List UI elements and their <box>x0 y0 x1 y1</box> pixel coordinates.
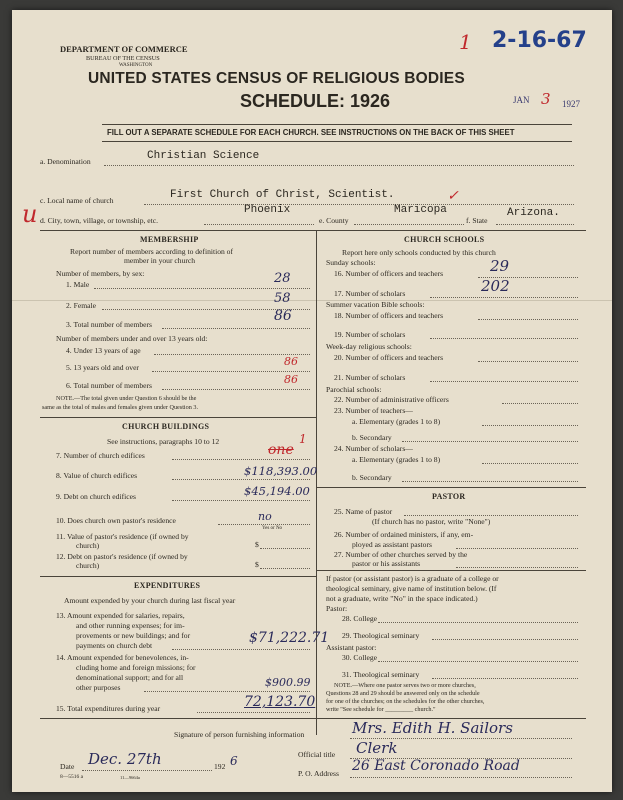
q27-answer-line <box>456 567 578 568</box>
local-name-value: First Church of Christ, Scientist. <box>170 189 395 201</box>
section-rule <box>40 230 586 231</box>
by-sex-label: Number of members, by sex: <box>56 269 145 278</box>
fold-crease <box>12 300 612 301</box>
official-title-value: Clerk <box>356 739 398 757</box>
q21-line <box>430 381 578 382</box>
city-name: WASHINGTON <box>119 63 153 68</box>
q9-line <box>172 500 310 501</box>
schools-title: CHURCH SCHOOLS <box>404 235 485 244</box>
state-value: Arizona. <box>507 207 560 219</box>
q29-label: 29. Theological seminary <box>342 631 420 640</box>
assistant-head: Assistant pastor: <box>326 643 377 652</box>
pastor-note3: for one of the churches; on the schedules for the other churches, <box>326 698 485 705</box>
buildings-title: CHURCH BUILDINGS <box>122 422 210 431</box>
city-label: d. City, town, village, or township, etc. <box>40 216 159 225</box>
q25-line <box>404 515 578 516</box>
grad-line1: If pastor (or assistant pastor) is a graduate of a college or <box>326 574 499 583</box>
age-head: Number of members under and over 13 years old: <box>56 334 208 343</box>
q28-label: 28. College <box>342 614 378 623</box>
total-members-value: 86 <box>274 308 292 324</box>
graduate-rule <box>316 570 586 571</box>
q10-value: no <box>258 510 272 523</box>
q18-line <box>478 319 578 320</box>
q13-line4: payments on church debt <box>76 641 153 650</box>
total6-line <box>162 389 310 390</box>
q28-line <box>378 622 578 623</box>
county-value: Maricopa <box>394 204 447 216</box>
year-suffix: 6 <box>230 754 238 768</box>
q31-label: 31. Theological seminary <box>342 670 420 679</box>
over13-value: 86 <box>284 355 298 368</box>
date-label: Date <box>60 762 75 771</box>
male-line <box>94 288 310 289</box>
q16-label: 16. Number of officers and teachers <box>334 269 444 278</box>
male-value: 28 <box>274 271 291 286</box>
q11-label2: church) <box>76 541 100 550</box>
q20-label: 20. Number of officers and teachers <box>334 353 444 362</box>
q12-label: 12. Debt on pastor's residence (if owned by <box>56 552 188 561</box>
q24-label: 24. Number of scholars— <box>334 444 413 453</box>
address-line <box>350 777 572 778</box>
ref-code: 2-16-67 <box>492 28 587 53</box>
q24b-line <box>402 481 578 482</box>
grad-line2: theological seminary, give name of institution below. (If <box>326 584 497 593</box>
stamp-year: 1927 <box>562 99 580 109</box>
pastor-note4: write "See schedule for _________ church." <box>326 706 436 713</box>
q23a-line <box>482 425 578 426</box>
over13-line <box>152 371 310 372</box>
county-line <box>354 224 464 225</box>
bureau-name: BUREAU OF THE CENSUS <box>86 55 160 62</box>
dept-name: DEPARTMENT OF COMMERCE <box>60 44 188 54</box>
margin-mark: u <box>22 200 38 228</box>
q24a-label: a. Elementary (grades 1 to 8) <box>352 455 441 464</box>
male-label: 1. Male <box>66 280 90 289</box>
q14-answer-line <box>144 691 310 692</box>
pastor-rule <box>316 487 586 488</box>
q25-label: 25. Name of pastor <box>334 507 393 516</box>
q12-line <box>260 568 310 569</box>
q26-line2: ployed as assistant pastors <box>352 540 432 549</box>
q29-line <box>432 639 578 640</box>
q11-label: 11. Value of pastor's residence (if owned by <box>56 532 189 541</box>
q14-value: $900.99 <box>265 676 311 689</box>
q14-line4: other purposes <box>76 683 121 692</box>
official-title-label: Official title <box>298 750 336 759</box>
q15-value: 72,123.70 <box>244 694 316 710</box>
print-number: 11—9664a <box>120 775 140 780</box>
county-label: e. County <box>319 216 349 225</box>
female-label: 2. Female <box>66 301 96 310</box>
female-value: 58 <box>274 291 291 306</box>
column-divider <box>316 230 317 735</box>
q23a-label: a. Elementary (grades 1 to 8) <box>352 417 441 426</box>
state-line <box>496 224 574 225</box>
local-name-label: c. Local name of church <box>40 196 114 205</box>
q22-line <box>502 403 578 404</box>
q14-line3: denominational support; and for all <box>76 673 184 682</box>
q14-line1: 14. Amount expended for benevolences, in- <box>56 653 189 662</box>
pastor-head: Pastor: <box>326 604 348 613</box>
q31-line <box>432 678 578 679</box>
membership-sub2: member in your church <box>124 256 196 265</box>
instr-rule-bottom <box>102 141 572 142</box>
q25-hint: (If church has no pastor, write "None") <box>372 517 491 526</box>
date-value: Dec. 27th <box>88 750 162 768</box>
membership-note2: same as the total of males and females given under Question 3. <box>42 404 199 411</box>
q7-line <box>172 459 310 460</box>
form-number: 8—5516 a <box>60 774 84 780</box>
q13-answer-line <box>172 649 310 650</box>
q13-line3: provements or new buildings; and for <box>76 631 191 640</box>
stamp-month: JAN <box>513 95 530 105</box>
q27-line2: pastor or his assistants <box>352 559 421 568</box>
q26-answer-line <box>456 548 578 549</box>
q18-label: 18. Number of officers and teachers <box>334 311 444 320</box>
form-title: UNITED STATES CENSUS OF RELIGIOUS BODIES <box>88 70 465 87</box>
q19-label: 19. Number of scholars <box>334 330 406 339</box>
parochial-schools-head: Parochial schools: <box>326 385 382 394</box>
q12-value: $ <box>255 560 259 569</box>
total-members-label: 3. Total number of members <box>66 320 153 329</box>
buildings-sub: See instructions, paragraphs 10 to 12 <box>107 437 220 446</box>
date-line <box>82 770 212 771</box>
weekday-schools-head: Week-day religious schools: <box>326 342 412 351</box>
q10-line <box>218 524 310 525</box>
denomination-value: Christian Science <box>147 150 260 162</box>
over13-label: 5. 13 years old and over <box>66 363 139 372</box>
pastor-title: PASTOR <box>432 492 466 501</box>
instr-rule-top <box>102 124 572 125</box>
q13-value: $71,222.71 <box>249 630 330 646</box>
city-line <box>204 224 314 225</box>
q22-label: 22. Number of administrative officers <box>334 395 449 404</box>
q30-label: 30. College <box>342 653 378 662</box>
q12-label2: church) <box>76 561 100 570</box>
address-value: 26 East Coronado Road <box>352 758 520 774</box>
q20-line <box>478 361 578 362</box>
city-value: Phoenix <box>244 204 291 216</box>
year-prefix: 192 <box>214 762 226 771</box>
total6-value: 86 <box>284 373 298 386</box>
expenditures-title: EXPENDITURES <box>134 581 201 590</box>
membership-sub1: Report number of members according to definition of <box>70 247 234 256</box>
pastor-note2: Questions 28 and 29 should be answered only on the schedule <box>326 690 480 697</box>
q24b-label: b. Secondary <box>352 473 392 482</box>
q17-label: 17. Number of scholars <box>334 289 406 298</box>
q30-line <box>378 661 578 662</box>
q24a-line <box>482 463 578 464</box>
schedule-title: SCHEDULE: 1926 <box>240 91 391 111</box>
q23b-label: b. Secondary <box>352 433 392 442</box>
q16-value: 29 <box>490 257 510 275</box>
q9-label: 9. Debt on church edifices <box>56 492 136 501</box>
under13-label: 4. Under 13 years of age <box>66 346 141 355</box>
q10-label: 10. Does church own pastor's residence <box>56 516 176 525</box>
state-label: f. State <box>466 216 488 225</box>
total6-label: 6. Total number of members <box>66 381 153 390</box>
q15-label: 15. Total expenditures during year <box>56 704 161 713</box>
q19-line <box>430 338 578 339</box>
stamp-day: 3 <box>541 90 551 108</box>
q27-line1: 27. Number of other churches served by the <box>334 550 468 559</box>
q9-value: $45,194.00 <box>244 484 310 498</box>
grad-line3: not a graduate, write "No" in the space indicated.) <box>326 594 478 603</box>
q8-line <box>172 479 310 480</box>
membership-note1: NOTE.—The total given under Question 6 should be the <box>56 395 197 402</box>
q14-line2: cluding home and foreign missions; for <box>76 663 196 672</box>
q15-line <box>197 712 310 713</box>
q17-line <box>430 297 578 298</box>
instructions-banner: FILL OUT A SEPARATE SCHEDULE FOR EACH CHURCH. SEE INSTRUCTIONS ON THE BACK OF THIS SHEET <box>107 128 515 137</box>
signature-label: Signature of person furnishing information <box>174 730 305 739</box>
summer-schools-head: Summer vacation Bible schools: <box>326 300 425 309</box>
expenditures-sub: Amount expended by your church during last fiscal year <box>64 596 236 605</box>
schools-sub: Report here only schools conducted by this church <box>342 248 496 257</box>
q13-line2: and other running expenses; for im- <box>76 621 185 630</box>
ref-mark-one: 1 <box>459 30 472 54</box>
check-mark-icon: ✓ <box>447 188 459 204</box>
q23-label: 23. Number of teachers— <box>334 406 413 415</box>
q7-value: one <box>268 442 294 458</box>
q8-label: 8. Value of church edifices <box>56 471 138 480</box>
q17-value: 202 <box>481 277 510 295</box>
q10-hint: Yes or No <box>262 526 283 531</box>
q13-line1: 13. Amount expended for salaries, repairs, <box>56 611 185 620</box>
q21-label: 21. Number of scholars <box>334 373 406 382</box>
denomination-label: a. Denomination <box>40 157 91 166</box>
signature-value: Mrs. Edith H. Sailors <box>352 719 513 737</box>
pastor-note1: NOTE.—Where one pastor serves two or more churches, <box>334 682 476 689</box>
membership-title: MEMBERSHIP <box>140 235 199 244</box>
local-name-line <box>144 204 574 205</box>
q11-line <box>260 548 310 549</box>
q7-label: 7. Number of church edifices <box>56 451 145 460</box>
expenditures-rule <box>40 576 316 577</box>
q11-value: $ <box>255 540 259 549</box>
denomination-line <box>104 165 574 166</box>
census-schedule-sheet <box>12 10 612 792</box>
address-label: P. O. Address <box>298 769 339 778</box>
q8-value: $118,393.00 <box>244 464 318 478</box>
total-members-line <box>162 328 310 329</box>
sunday-schools-head: Sunday schools: <box>326 258 376 267</box>
q23b-line <box>402 441 578 442</box>
buildings-rule <box>40 417 316 418</box>
q26-line1: 26. Number of ordained ministers, if any, em- <box>334 530 474 539</box>
q7-mark: 1 <box>299 432 307 446</box>
